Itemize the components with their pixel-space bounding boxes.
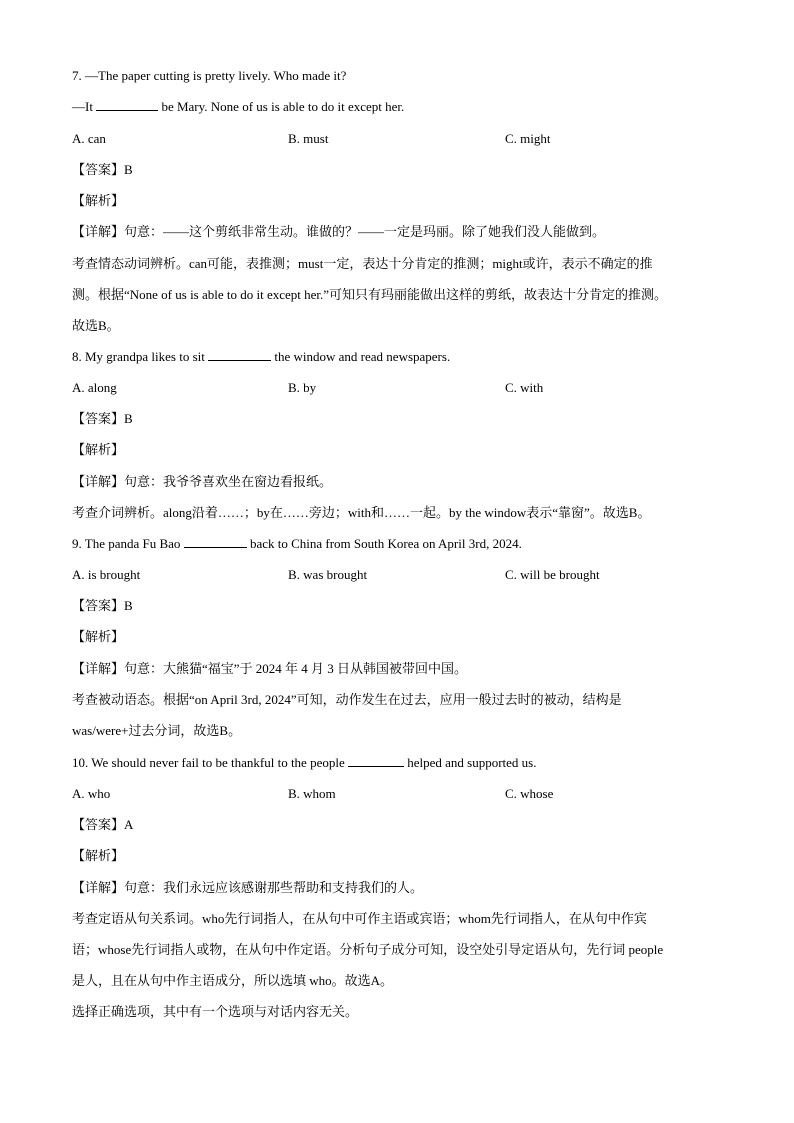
question-8-detail: 【详解】句意：我爷爷喜欢坐在窗边看报纸。: [72, 474, 333, 489]
question-9-answer: 【答案】B: [72, 598, 133, 613]
question-10-explain-1: 考查定语从句关系词。who先行词指人，在从句中可作主语或宾语；whom先行词指人，在从句中作宾: [72, 911, 647, 926]
question-9-option-b: B. was brought: [288, 567, 368, 582]
question-9-detail: 【详解】句意：大熊猫“福宝”于 2024 年 4 月 3 日从韩国被带回中国。: [72, 661, 468, 676]
question-10-stem: [72, 754, 722, 772]
question-9-option-c: C. will be brought: [505, 567, 600, 582]
question-8-explain-1: 考查介词辨析。along沿着……；by在……旁边；with和……一起。by the window表示“靠窗”。故选B。: [72, 505, 651, 520]
question-7-explain-2: 测。根据“None of us is able to do it except her.”可知只有玛丽能做出这样的剪纸，故表达十分肯定的推测。: [72, 287, 668, 302]
question-9-stem: [72, 535, 722, 553]
question-9-explain-2: was/were+过去分词，故选B。: [72, 723, 242, 738]
section-instruction: 选择正确选项，其中有一个选项与对话内容无关。: [72, 1004, 359, 1019]
answer-blank: [184, 535, 247, 548]
answer-blank: [96, 98, 158, 111]
stem-part-a: 10. We should never fail to be thankful to the people: [72, 755, 348, 770]
question-8-option-c: C. with: [505, 380, 544, 395]
question-8-stem: [72, 348, 722, 366]
question-8-option-a: A. along: [72, 380, 117, 395]
question-10-option-c: C. whose: [505, 786, 554, 801]
stem-part-b: helped and supported us.: [403, 755, 537, 770]
question-8-option-b: B. by: [288, 380, 317, 395]
question-7-stem-line2: [72, 98, 722, 116]
question-10-analysis-label: 【解析】: [72, 848, 125, 863]
question-7-explain-3: 故选B。: [72, 318, 120, 333]
stem-part-a: 9. The panda Fu Bao: [72, 536, 184, 551]
question-10-answer: 【答案】A: [72, 817, 134, 832]
question-7-stem: 7. —The paper cutting is pretty lively. Who made it?: [72, 68, 347, 83]
question-7-detail: 【详解】句意：——这个剪纸非常生动。谁做的？——一定是玛丽。除了她我们没人能做到。: [72, 224, 606, 239]
question-7-option-a: A. can: [72, 131, 106, 146]
question-9-analysis-label: 【解析】: [72, 629, 125, 644]
stem-part-b: the window and read newspapers.: [271, 349, 451, 364]
question-9-explain-1: 考查被动语态。根据“on April 3rd, 2024”可知，动作发生在过去，应用一般过去时的被动，结构是: [72, 692, 622, 707]
question-7-option-b: B. must: [288, 131, 329, 146]
question-7-answer: 【答案】B: [72, 162, 133, 177]
question-7-analysis-label: 【解析】: [72, 193, 125, 208]
question-7-option-c: C. might: [505, 131, 551, 146]
question-10-detail: 【详解】句意：我们永远应该感谢那些帮助和支持我们的人。: [72, 880, 424, 895]
question-8-answer: 【答案】B: [72, 411, 133, 426]
answer-blank: [348, 754, 404, 767]
question-10-explain-2: 语；whose先行词指人或物，在从句中作定语。分析句子成分可知，设空处引导定语从句，先行词 people: [72, 942, 664, 957]
stem-part-b: be Mary. None of us is able to do it except her.: [158, 99, 405, 114]
stem-part-b: back to China from South Korea on April 3rd, 2024.: [246, 536, 522, 551]
question-10-option-a: A. who: [72, 786, 111, 801]
question-10-explain-3: 是人，且在从句中作主语成分，所以选填 who。故选A。: [72, 973, 394, 988]
question-7-explain-1: 考查情态动词辨析。can可能，表推测；must一定，表达十分肯定的推测；might或许，表示不确定的推: [72, 256, 653, 271]
question-8-analysis-label: 【解析】: [72, 442, 125, 457]
answer-blank: [208, 348, 271, 361]
stem-part-a: 8. My grandpa likes to sit: [72, 349, 209, 364]
stem-part-a: —It: [72, 99, 97, 114]
question-10-option-b: B. whom: [288, 786, 336, 801]
question-9-option-a: A. is brought: [72, 567, 141, 582]
